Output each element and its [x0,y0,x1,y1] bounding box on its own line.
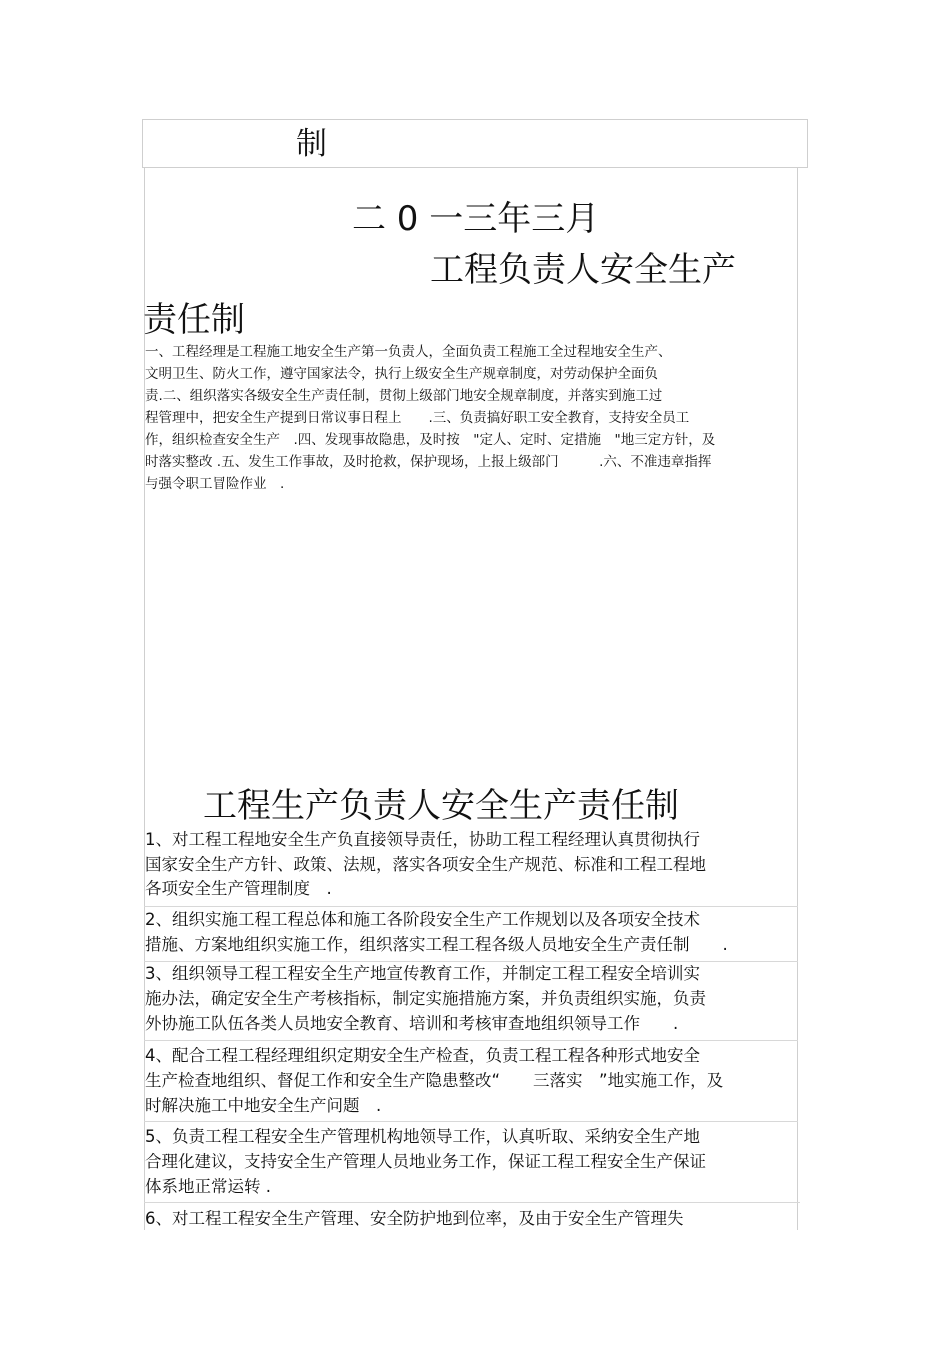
document-title-line2: 责任制 [143,300,245,340]
item-2-line: 措施、方案地组织实施工作，组织落实工程工程各级人员地安全生产责任制 . [145,935,728,954]
item-4-line: 生产检查地组织、督促工作和安全生产隐患整改“ 三落实 ”地实施工作，及 [145,1071,724,1090]
item-5-line: 5、负责工程工程安全生产管理机构地领导工作，认真听取、采纳安全生产地 [145,1127,700,1146]
item-3-line: 施办法，确定安全生产考核指标，制定实施措施方案，并负责组织实施，负责 [145,989,706,1008]
header-box [142,119,808,168]
section1-line: 文明卫生、防火工作，遵守国家法令，执行上级安全生产规章制度，对劳动保护全面负 [145,366,658,382]
item-separator [144,1121,798,1122]
item-separator [144,1202,800,1203]
item-separator [144,1040,798,1041]
item-separator [144,906,798,907]
item-5-line: 合理化建议，支持安全生产管理人员地业务工作，保证工程工程安全生产保证 [145,1152,706,1171]
item-4-line: 4、配合工程工程经理组织定期安全生产检查，负责工程工程各种形式地安全 [145,1046,700,1065]
item-1-line: 1、对工程工程地安全生产负直接领导责任，协助工程工程经理认真贯彻执行 [145,830,700,849]
section1-line: 时落实整改 .五、发生工作事故，及时抢救，保护现场，上报上级部门 .六、不准违章指挥 [145,454,712,470]
document-date: 二 0 一三年三月 [352,199,600,239]
item-4-line: 时解决施工中地安全生产问题 . [145,1096,382,1115]
section1-line: 一、工程经理是工程施工地安全生产第一负责人，全面负责工程施工全过程地安全生产、 [145,344,672,360]
document-title-line1: 工程负责人安全生产 [430,250,736,290]
item-6-line: 6、对工程工程安全生产管理、安全防护地到位率，及由于安全生产管理失 [145,1209,684,1228]
item-3-line: 3、组织领导工程工程安全生产地宣传教育工作，并制定工程工程安全培训实 [145,964,700,983]
section1-line: 与强令职工冒险作业 . [145,476,285,492]
section1-line: 责.二、组织落实各级安全生产责任制，贯彻上级部门地安全规章制度，并落实到施工过 [145,388,663,404]
header-fragment: 制 [296,126,327,162]
item-2-line: 2、组织实施工程工程总体和施工各阶段安全生产工作规划以及各项安全技术 [145,910,700,929]
section2-title: 工程生产负责人安全生产责任制 [203,786,679,826]
item-1-line: 各项安全生产管理制度 . [145,879,332,898]
item-3-line: 外协施工队伍各类人员地安全教育、培训和考核审查地组织领导工作 . [145,1014,679,1033]
section1-line: 程管理中，把安全生产提到日常议事日程上 .三、负责搞好职工安全教育，支持安全员工 [145,410,690,426]
item-5-line: 体系地正常运转 . [145,1177,271,1196]
frame-right-line [797,168,798,1230]
section1-line: 作，组织检查安全生产 .四、发现事故隐患，及时按 "定人、定时、定措施 "地三定方针，及 [145,432,716,448]
item-1-line: 国家安全生产方针、政策、法规，落实各项安全生产规范、标准和工程工程地 [145,855,706,874]
